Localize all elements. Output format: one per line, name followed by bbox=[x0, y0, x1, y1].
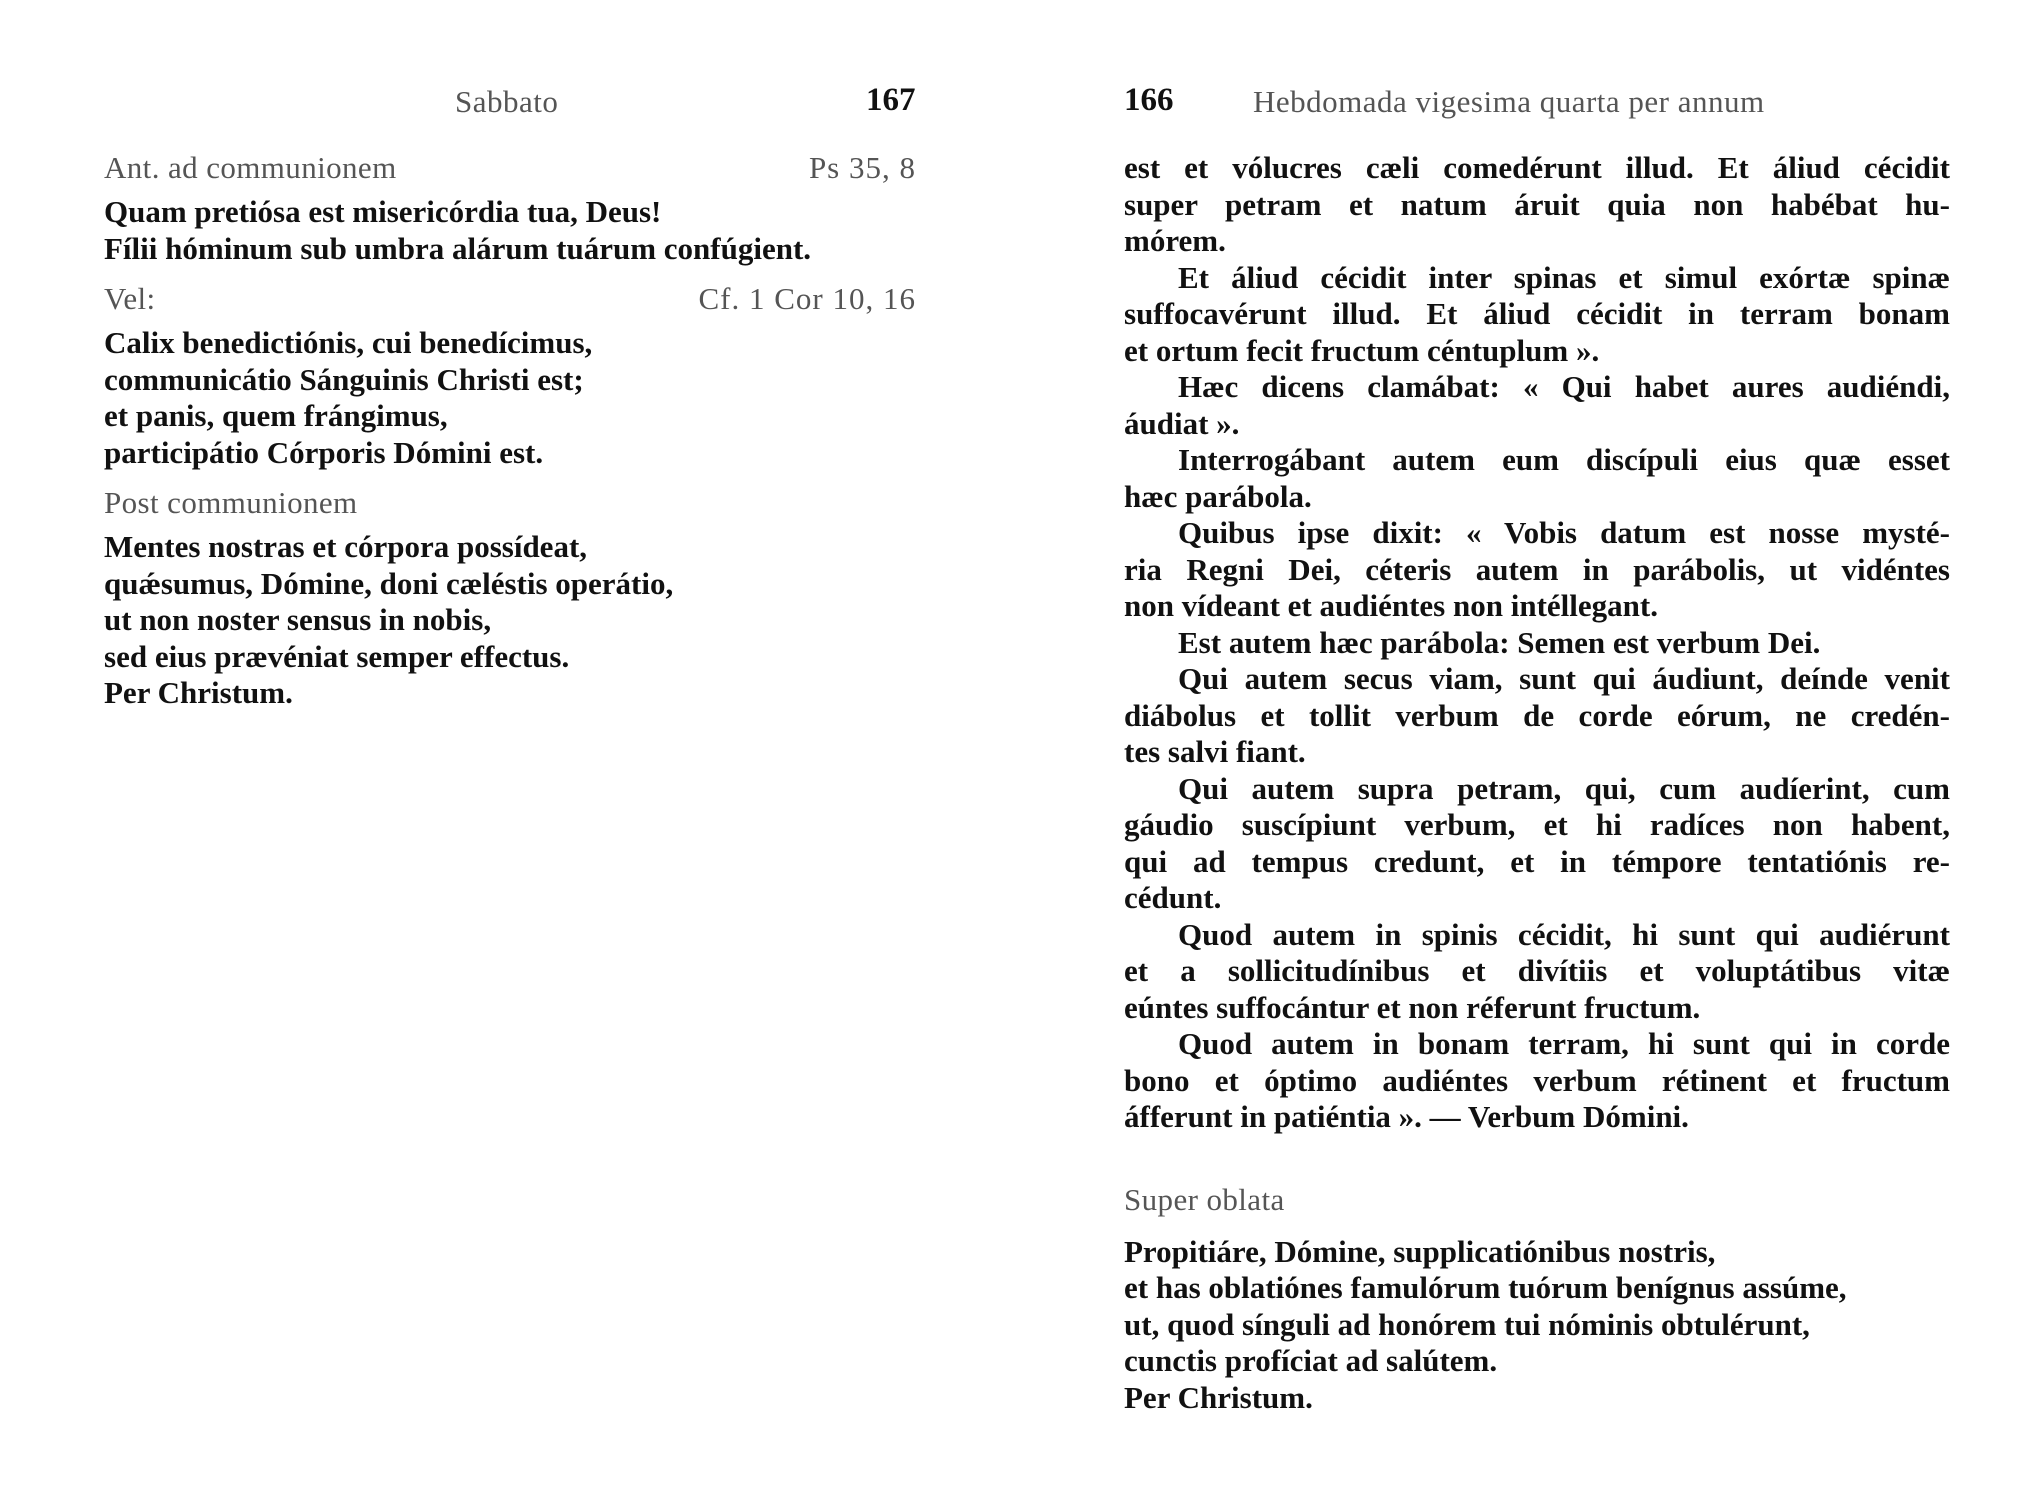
gospel-line: qui ad tempus credunt, et in témpore tentatiónis re- bbox=[1124, 843, 1950, 879]
gospel-paragraph bbox=[1124, 625, 1950, 662]
gospel-line: eúntes suffocántur et non réferunt fructum. bbox=[1124, 989, 1701, 1025]
communion-label: Ant. ad communionem bbox=[104, 150, 397, 185]
right-page bbox=[1011, 0, 2022, 1500]
prayer-line: Per Christum. bbox=[104, 675, 293, 710]
prayer-line: Per Christum. bbox=[1124, 1379, 1313, 1415]
gospel-line: et ortum fecit fructum céntuplum ». bbox=[1124, 332, 1600, 368]
prayer-line: Propitiáre, Dómine, supplicatiónibus nostris, bbox=[1124, 1233, 1716, 1269]
gospel-line: super petram et natum áruit quia non habébat hu- bbox=[1124, 186, 1950, 222]
post-communion-label: Post communionem bbox=[104, 485, 358, 520]
gospel-line: Est autem hæc parábola: Semen est verbum Dei. bbox=[1178, 624, 1821, 660]
gospel-line: Quod autem in bonam terram, hi sunt qui in corde bbox=[1178, 1026, 1950, 1061]
gospel-line: suffocavérunt illud. Et áliud cécidit in terram bonam bbox=[1124, 296, 1950, 331]
gospel-line: Quibus ipse dixit: « Vobis datum est nosse mysté- bbox=[1178, 515, 1950, 550]
gospel-line: mórem. bbox=[1124, 223, 1226, 258]
gospel-line: Qui autem secus viam, sunt qui áudiunt, deínde venit bbox=[1178, 661, 1950, 696]
super-oblata-label: Super oblata bbox=[1124, 1181, 1285, 1217]
verse-line: participátio Córporis Dómini est. bbox=[104, 434, 544, 470]
gospel-line: áfferunt in patiéntia ». — Verbum Dómini. bbox=[1124, 1099, 1689, 1134]
alternative-header bbox=[104, 281, 916, 317]
verse-line: communicátio Sánguinis Christi est; bbox=[104, 361, 584, 397]
prayer-line: Mentes nostras et córpora possídeat, bbox=[104, 529, 588, 564]
gospel-line: bono et óptimo audiéntes verbum rétinent et fructum bbox=[1124, 1062, 1950, 1098]
prayer-line: ut, quod sínguli ad honórem tui nóminis obtulérunt, bbox=[1124, 1306, 1810, 1342]
prayer-line: et has oblatiónes famulórum tuórum benígnus assúme, bbox=[1124, 1270, 1847, 1305]
gospel-line: áudiat ». bbox=[1124, 405, 1240, 441]
post-communion-header bbox=[104, 485, 916, 521]
gospel-line: gáudio suscípiunt verbum, et hi radíces non habent, bbox=[1124, 807, 1950, 842]
gospel-line: Interrogábant autem eum discípuli eius quæ esset bbox=[1178, 442, 1950, 477]
prayer-line: sed eius prævéniat semper effectus. bbox=[104, 638, 570, 674]
verse-line: Fílii hóminum sub umbra alárum tuárum confúgient. bbox=[104, 230, 812, 266]
verse-line: Calix benedictiónis, cui benedícimus, bbox=[104, 325, 593, 360]
gospel-paragraph bbox=[1124, 1026, 1950, 1136]
communion-reference: Ps 35, 8 bbox=[808, 150, 916, 185]
communion-antiphon-header bbox=[104, 150, 916, 186]
gospel-paragraph bbox=[1124, 369, 1950, 442]
gospel-paragraph bbox=[1124, 661, 1950, 771]
gospel-line: Hæc dicens clamábat: « Qui habet aures audiéndi, bbox=[1178, 369, 1950, 404]
gospel-paragraph bbox=[1124, 515, 1950, 625]
gospel-line: Qui autem supra petram, qui, cum audíerint, cum bbox=[1178, 770, 1950, 806]
gospel-line: non vídeant et audiéntes non intéllegant. bbox=[1124, 588, 1658, 623]
gospel-line: diábolus et tollit verbum de corde eórum, ne credén- bbox=[1124, 697, 1950, 733]
super-oblata-prayer bbox=[1124, 1234, 1950, 1417]
gospel-line: et a sollicitudínibus et divítiis et voluptátibus vitæ bbox=[1124, 953, 1950, 988]
prayer-line: ut non noster sensus in nobis, bbox=[104, 602, 492, 637]
communion-antiphon-text bbox=[104, 194, 916, 267]
running-head-left: Sabbato bbox=[455, 84, 559, 119]
gospel-line: Et áliud cécidit inter spinas et simul exórtæ spinæ bbox=[1178, 259, 1950, 295]
verse-line: et panis, quem frángimus, bbox=[104, 398, 448, 433]
gospel-line: ria Regni Dei, céteris autem in parábolis, ut vidéntes bbox=[1124, 551, 1950, 587]
gospel-text bbox=[1124, 150, 1950, 1136]
alternative-antiphon-text bbox=[104, 325, 916, 471]
prayer-line: quǽsumus, Dómine, doni cæléstis operátio, bbox=[104, 565, 674, 601]
gospel-line: cédunt. bbox=[1124, 880, 1222, 915]
gospel-paragraph bbox=[1124, 442, 1950, 515]
page-number-right: 166 bbox=[1124, 82, 1174, 118]
gospel-line: Quod autem in spinis cécidit, hi sunt qui audiérunt bbox=[1178, 916, 1950, 952]
gospel-paragraph bbox=[1124, 260, 1950, 370]
gospel-paragraph bbox=[1124, 771, 1950, 917]
alternative-label: Vel: bbox=[104, 281, 156, 316]
right-column bbox=[1124, 150, 1950, 1416]
running-head-right: Hebdomada vigesima quarta per annum bbox=[1253, 84, 1765, 119]
super-oblata-header bbox=[1124, 1182, 1950, 1218]
left-column bbox=[104, 150, 916, 712]
gospel-line: est et vólucres cæli comedérunt illud. Et áliud cécidit bbox=[1124, 150, 1950, 185]
gospel-paragraph bbox=[1124, 917, 1950, 1027]
alternative-reference: Cf. 1 Cor 10, 16 bbox=[698, 281, 916, 316]
gospel-line: hæc parábola. bbox=[1124, 478, 1312, 514]
verse-line: Quam pretiósa est misericórdia tua, Deus! bbox=[104, 194, 662, 229]
post-communion-prayer bbox=[104, 529, 916, 712]
gospel-line: tes salvi fiant. bbox=[1124, 734, 1306, 769]
gospel-paragraph bbox=[1124, 150, 1950, 260]
prayer-line: cunctis profíciat ad salútem. bbox=[1124, 1343, 1498, 1378]
page-number-left: 167 bbox=[866, 82, 916, 118]
